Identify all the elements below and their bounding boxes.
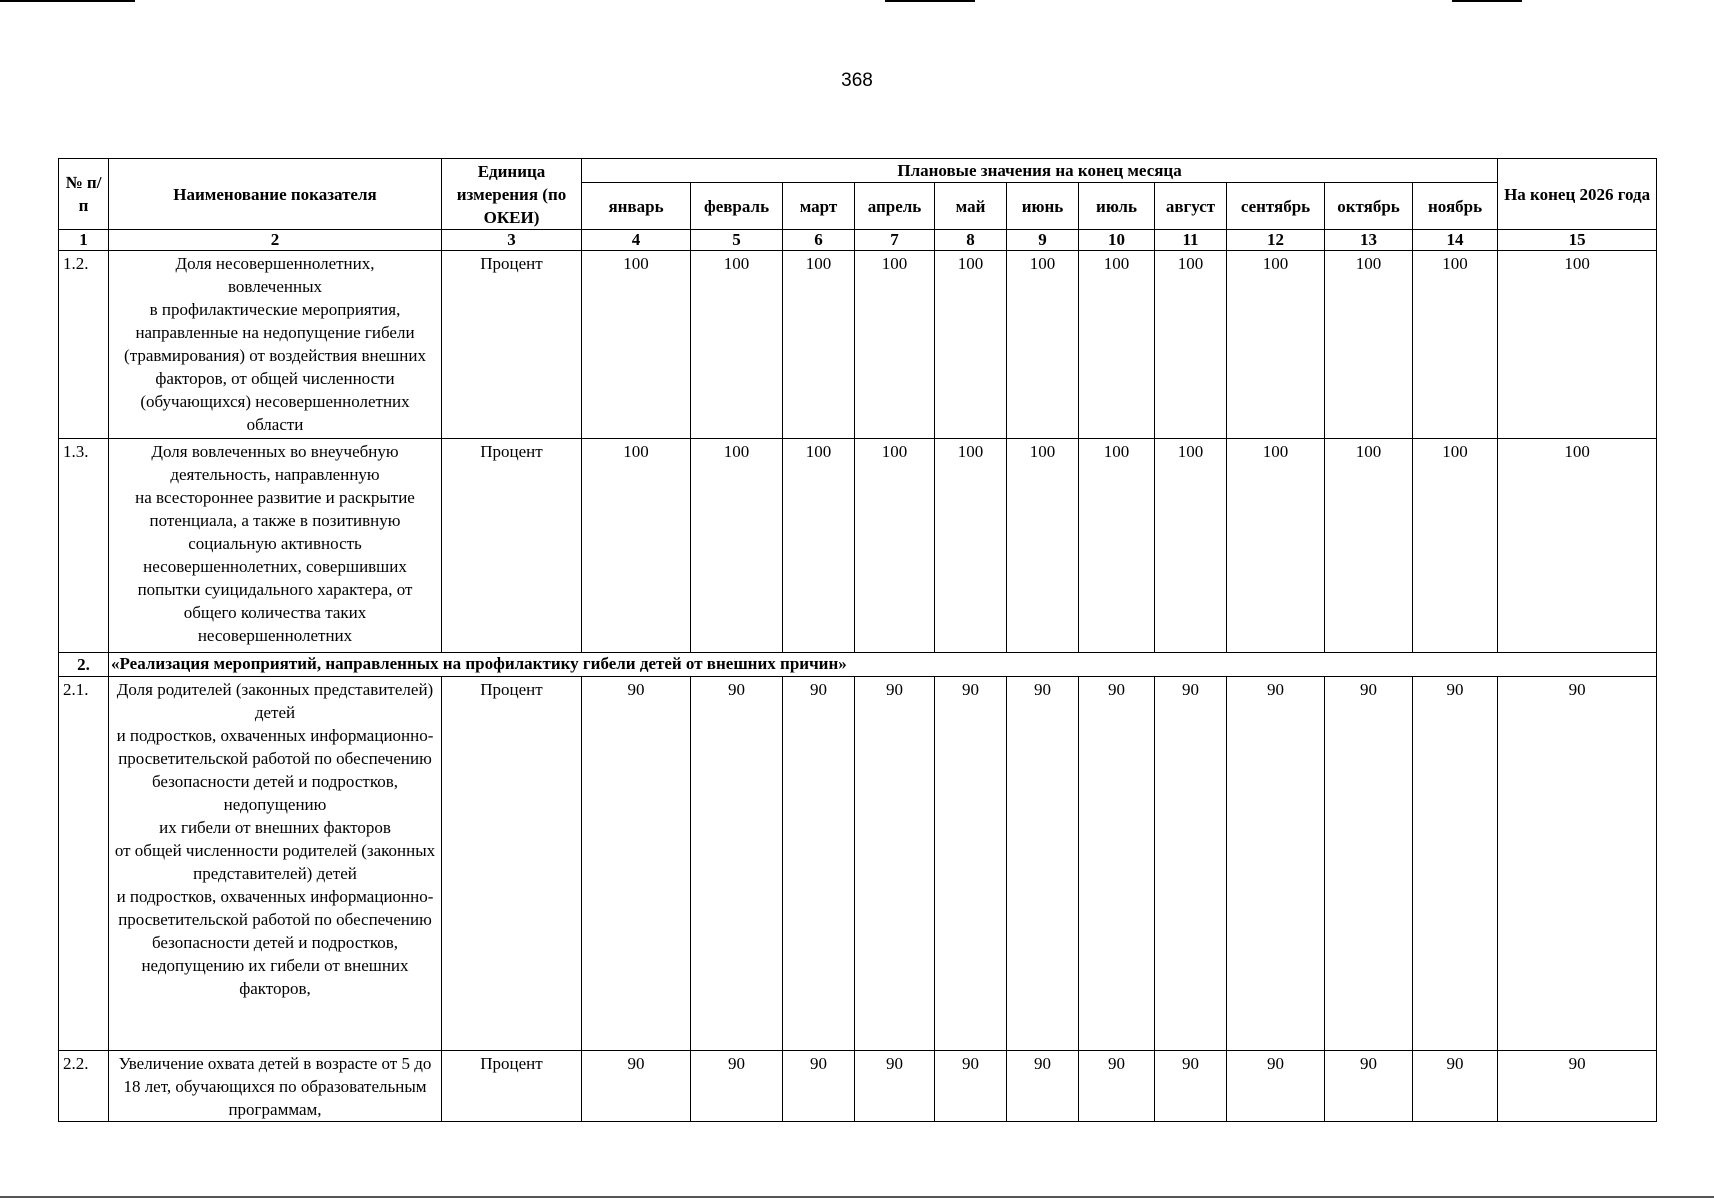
section-row	[59, 653, 1657, 677]
value-cell: 90	[1007, 1051, 1079, 1122]
unit-cell: Процент	[442, 1051, 582, 1122]
header-month: ноябрь	[1413, 183, 1498, 230]
value-cell: 100	[1498, 251, 1657, 439]
value-cell: 100	[1007, 439, 1079, 653]
value-cell: 100	[855, 251, 935, 439]
value-cell: 90	[1155, 1051, 1227, 1122]
header-month: январь	[582, 183, 691, 230]
header-month: август	[1155, 183, 1227, 230]
value-cell: 100	[1413, 439, 1498, 653]
table-row	[59, 677, 1657, 1051]
value-cell: 90	[1079, 1051, 1155, 1122]
value-cell: 90	[1413, 1051, 1498, 1122]
value-cell: 90	[582, 1051, 691, 1122]
scan-edge	[0, 0, 135, 2]
value-cell: 100	[1155, 251, 1227, 439]
value-cell: 100	[1079, 439, 1155, 653]
scan-edge	[1452, 0, 1522, 2]
value-cell: 100	[855, 439, 935, 653]
column-number: 2	[109, 230, 442, 251]
value-cell: 90	[935, 1051, 1007, 1122]
table-row	[59, 439, 1657, 653]
value-cell: 90	[783, 677, 855, 1051]
value-cell: 90	[1325, 1051, 1413, 1122]
column-number: 15	[1498, 230, 1657, 251]
value-cell: 90	[691, 677, 783, 1051]
indicator-name: Увеличение охвата детей в возрасте от 5 до 18 лет, обучающихся по образовательным программам,	[109, 1051, 442, 1122]
value-cell: 90	[1227, 677, 1325, 1051]
header-month: апрель	[855, 183, 935, 230]
value-cell: 100	[691, 251, 783, 439]
column-number: 14	[1413, 230, 1498, 251]
column-number-row	[59, 230, 1657, 251]
value-cell: 100	[1413, 251, 1498, 439]
value-cell: 100	[1007, 251, 1079, 439]
unit-cell: Процент	[442, 677, 582, 1051]
table-row	[59, 1051, 1657, 1122]
value-cell: 100	[783, 439, 855, 653]
header-plan-group: Плановые значения на конец месяца	[582, 159, 1498, 183]
header-month: октябрь	[1325, 183, 1413, 230]
scan-edge	[885, 0, 975, 2]
value-cell: 100	[935, 251, 1007, 439]
header-month: сентябрь	[1227, 183, 1325, 230]
column-number: 3	[442, 230, 582, 251]
value-cell: 90	[1155, 677, 1227, 1051]
header-month: март	[783, 183, 855, 230]
value-cell: 90	[1413, 677, 1498, 1051]
value-cell: 90	[1227, 1051, 1325, 1122]
column-number: 10	[1079, 230, 1155, 251]
value-cell: 100	[1227, 439, 1325, 653]
value-cell: 90	[582, 677, 691, 1051]
value-cell: 100	[783, 251, 855, 439]
header-month: февраль	[691, 183, 783, 230]
unit-cell: Процент	[442, 251, 582, 439]
unit-cell: Процент	[442, 439, 582, 653]
value-cell: 100	[582, 439, 691, 653]
value-cell: 90	[1498, 677, 1657, 1051]
column-number: 9	[1007, 230, 1079, 251]
header-no: № п/п	[59, 159, 109, 230]
value-cell: 100	[935, 439, 1007, 653]
value-cell: 100	[1498, 439, 1657, 653]
column-number: 7	[855, 230, 935, 251]
scan-edge	[0, 1196, 1714, 1198]
column-number: 5	[691, 230, 783, 251]
section-number: 2.	[59, 653, 109, 677]
value-cell: 100	[691, 439, 783, 653]
header-end-year: На конец 2026 года	[1498, 159, 1657, 230]
indicators-table	[58, 158, 1657, 1122]
header-month: июль	[1079, 183, 1155, 230]
page-number: 368	[841, 70, 873, 91]
row-number: 1.2.	[59, 251, 109, 439]
row-number: 1.3.	[59, 439, 109, 653]
value-cell: 90	[783, 1051, 855, 1122]
value-cell: 90	[691, 1051, 783, 1122]
column-number: 8	[935, 230, 1007, 251]
value-cell: 100	[1325, 439, 1413, 653]
value-cell: 90	[1079, 677, 1155, 1051]
value-cell: 100	[1155, 439, 1227, 653]
indicator-name: Доля родителей (законных представителей) детей и подростков, охваченных информационно-просветительской работой по обеспечению безопасности детей и подростков, недопущению их гибели от внешних факторов от общей численности родителей (законных представителей) детей и подростков, охваченных информационно-просветительской работой по обеспечению безопасности детей и подростков, недопущению их гибели от внешних факторов,	[109, 677, 442, 1051]
value-cell: 90	[855, 677, 935, 1051]
indicator-name: Доля вовлеченных во внеучебную деятельность, направленную на всестороннее развитие и раскрытие потенциала, а также в позитивную социальную активность несовершеннолетних, совершивших попытки суицидального характера, от общего количества таких несовершеннолетних	[109, 439, 442, 653]
header-month: май	[935, 183, 1007, 230]
value-cell: 90	[1325, 677, 1413, 1051]
column-number: 6	[783, 230, 855, 251]
value-cell: 100	[1079, 251, 1155, 439]
value-cell: 90	[1007, 677, 1079, 1051]
table-row	[59, 251, 1657, 439]
value-cell: 100	[582, 251, 691, 439]
value-cell: 100	[1325, 251, 1413, 439]
value-cell: 90	[935, 677, 1007, 1051]
row-number: 2.1.	[59, 677, 109, 1051]
indicator-name: Доля несовершеннолетних, вовлеченных в профилактические мероприятия, направленные на недопущение гибели (травмирования) от воздействия внешних факторов, от общей численности (обучающихся) несовершеннолетних области	[109, 251, 442, 439]
value-cell: 90	[1498, 1051, 1657, 1122]
column-number: 12	[1227, 230, 1325, 251]
row-number: 2.2.	[59, 1051, 109, 1122]
column-number: 13	[1325, 230, 1413, 251]
section-title: «Реализация мероприятий, направленных на профилактику гибели детей от внешних причин»	[109, 653, 1657, 677]
header-month: июнь	[1007, 183, 1079, 230]
column-number: 1	[59, 230, 109, 251]
column-number: 11	[1155, 230, 1227, 251]
column-number: 4	[582, 230, 691, 251]
value-cell: 100	[1227, 251, 1325, 439]
header-name: Наименование показателя	[109, 159, 442, 230]
value-cell: 90	[855, 1051, 935, 1122]
header-unit: Единица измерения (по ОКЕИ)	[442, 159, 582, 230]
